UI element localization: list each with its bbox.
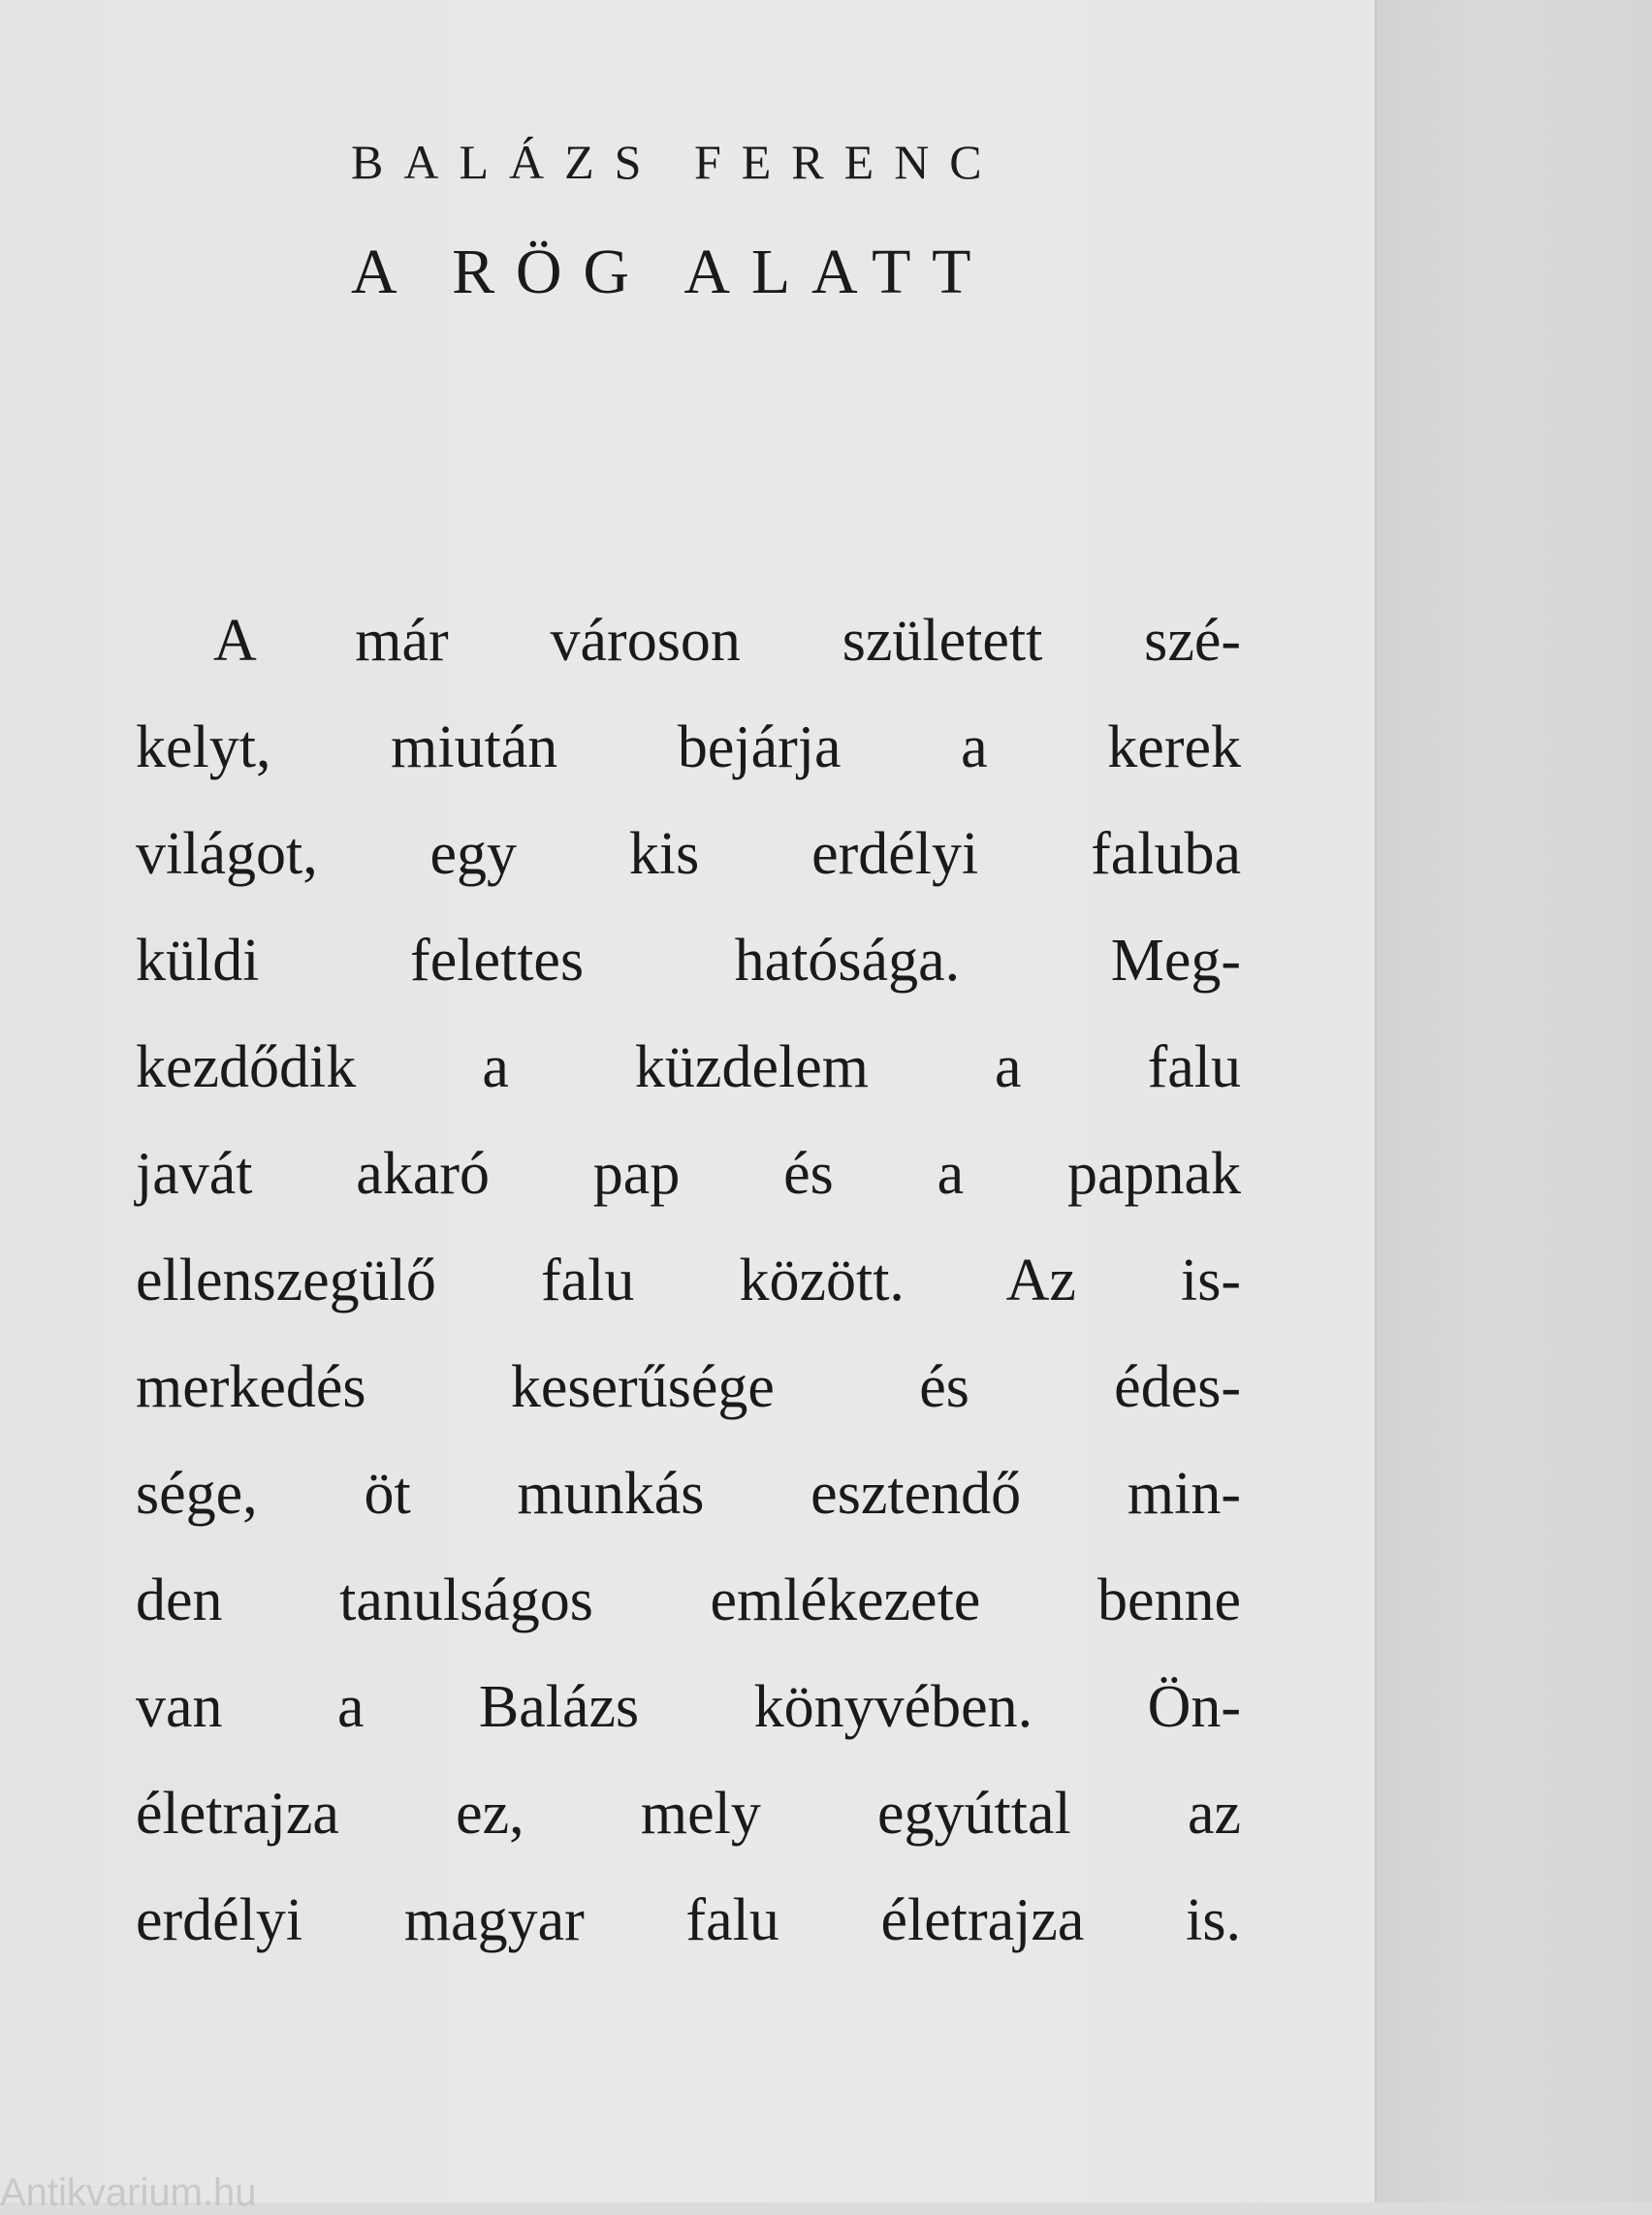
author-name: BALÁZS FERENC xyxy=(351,135,1002,189)
text-line: den tanulságos emlékezete benne xyxy=(136,1567,1241,1633)
text-line: sége, öt munkás esztendő min- xyxy=(136,1461,1241,1527)
text-line: merkedés keserűsége és édes- xyxy=(136,1354,1241,1420)
text-line: kezdődik a küzdelem a falu xyxy=(136,1034,1241,1100)
description-paragraph xyxy=(136,587,1241,1974)
book-title: A RÖG ALATT xyxy=(351,237,993,307)
text-line: életrajza ez, mely egyúttal az xyxy=(136,1781,1241,1847)
page-edge xyxy=(1375,0,1652,2202)
watermark-text: Antikvarium.hu xyxy=(0,2171,257,2214)
text-line: erdélyi magyar falu életrajza is. xyxy=(136,1887,1241,1953)
text-line: javát akaró pap és a papnak xyxy=(136,1141,1241,1207)
text-line: ellenszegülő falu között. Az is- xyxy=(136,1248,1241,1313)
text-line: küldi felettes hatósága. Meg- xyxy=(136,928,1241,994)
text-line: kelyt, miután bejárja a kerek xyxy=(136,714,1241,780)
text-line: A már városon született szé- xyxy=(213,608,1241,674)
text-line: van a Balázs könyvében. Ön- xyxy=(136,1674,1241,1740)
text-line: világot, egy kis erdélyi faluba xyxy=(136,821,1241,887)
